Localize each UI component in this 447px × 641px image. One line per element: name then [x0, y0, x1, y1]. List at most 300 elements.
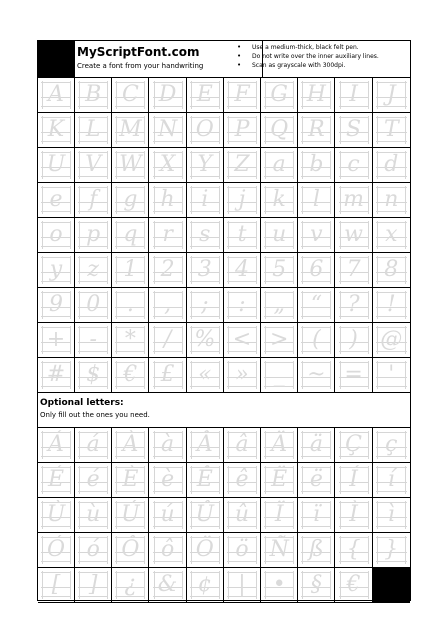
- glyph-cell: [150, 218, 187, 252]
- optional-subtitle: Only fill out the ones you need.: [40, 411, 150, 419]
- glyph-cell: [112, 428, 149, 462]
- glyph-cell: [187, 533, 224, 567]
- glyph-template: x: [385, 222, 398, 247]
- glyph-template: /: [163, 327, 172, 352]
- glyph-cell: [224, 323, 261, 357]
- optional-row: [38, 498, 410, 533]
- glyph-template: 6: [309, 257, 324, 282]
- optional-row: [38, 463, 410, 498]
- glyph-cell: [38, 358, 75, 392]
- glyph-cell: [38, 463, 75, 497]
- glyph-template: ~: [307, 362, 326, 387]
- glyph-template: A: [48, 82, 64, 107]
- glyph-template: }: [384, 537, 399, 562]
- glyph-template: Ú: [121, 502, 140, 527]
- glyph-template: ú: [160, 502, 175, 527]
- glyph-cell: [298, 183, 335, 217]
- glyph-template: m: [343, 187, 365, 212]
- main-row: [38, 218, 410, 253]
- glyph-template: O: [195, 117, 214, 142]
- glyph-template: R: [308, 117, 325, 142]
- glyph-cell: [336, 218, 373, 252]
- glyph-cell: [261, 568, 298, 602]
- glyph-cell: [112, 113, 149, 147]
- main-row: [38, 288, 410, 323]
- glyph-template: s: [199, 222, 211, 247]
- main-row: [38, 323, 410, 358]
- glyph-cell: [112, 323, 149, 357]
- glyph-template: p: [86, 222, 101, 247]
- glyph-template: u: [272, 222, 287, 247]
- glyph-cell: [75, 218, 112, 252]
- glyph-template: í: [387, 467, 395, 492]
- glyph-template: Y: [197, 152, 213, 177]
- glyph-template: Â: [196, 432, 213, 457]
- glyph-template: ù: [86, 502, 101, 527]
- glyph-cell: [112, 568, 149, 602]
- glyph-template: v: [310, 222, 323, 247]
- glyph-cell: [75, 358, 112, 392]
- glyph-template: ì: [387, 502, 395, 527]
- glyph-template: “: [310, 292, 323, 317]
- glyph-cell: [112, 533, 149, 567]
- glyph-cell: [75, 428, 112, 462]
- glyph-template: 8: [384, 257, 399, 282]
- main-row: [38, 113, 410, 148]
- glyph-template: &: [157, 572, 178, 597]
- glyph-cell: [336, 148, 373, 182]
- glyph-template: X: [159, 152, 176, 177]
- glyph-template: ß: [309, 537, 324, 562]
- main-character-grid: [38, 78, 410, 393]
- glyph-cell: [150, 113, 187, 147]
- glyph-template: ]: [88, 572, 98, 597]
- glyph-template: â: [235, 432, 249, 457]
- glyph-cell: [112, 148, 149, 182]
- glyph-template: §: [310, 572, 322, 597]
- glyph-template: L: [85, 117, 101, 142]
- glyph-template: {: [346, 537, 361, 562]
- glyph-cell: [336, 288, 373, 322]
- glyph-cell: [373, 463, 410, 497]
- glyph-template: 3: [197, 257, 212, 282]
- glyph-cell: [187, 323, 224, 357]
- glyph-template: à: [161, 432, 175, 457]
- optional-title: Optional letters:: [40, 398, 124, 408]
- glyph-cell: [261, 148, 298, 182]
- glyph-template: >: [269, 327, 289, 352]
- main-row: [38, 183, 410, 218]
- glyph-cell: [261, 358, 298, 392]
- glyph-template: ¿: [124, 572, 137, 597]
- glyph-template: j: [238, 187, 246, 212]
- glyph-cell: [261, 218, 298, 252]
- glyph-template: Ù: [46, 502, 66, 527]
- glyph-template: D: [158, 82, 177, 107]
- glyph-cell: [261, 428, 298, 462]
- glyph-cell: [336, 428, 373, 462]
- glyph-template: Q: [270, 117, 289, 142]
- glyph-template: È: [122, 467, 139, 492]
- glyph-cell: [75, 253, 112, 287]
- instruction-item: • Use a medium-thick, black felt pen.: [234, 43, 410, 52]
- glyph-template: w: [344, 222, 364, 247]
- glyph-cell: [150, 78, 187, 112]
- glyph-cell: [150, 358, 187, 392]
- glyph-cell: [336, 183, 373, 217]
- glyph-template: 4: [235, 257, 249, 282]
- glyph-template: €: [346, 572, 361, 597]
- glyph-template: ç: [385, 432, 398, 457]
- glyph-cell: [187, 148, 224, 182]
- glyph-cell: [150, 183, 187, 217]
- glyph-template: #: [46, 362, 66, 387]
- glyph-cell: [150, 498, 187, 532]
- glyph-cell: [75, 533, 112, 567]
- glyph-cell: [261, 78, 298, 112]
- glyph-cell: [373, 183, 410, 217]
- glyph-cell: [187, 428, 224, 462]
- glyph-template: Ô: [121, 537, 140, 562]
- glyph-cell: [112, 463, 149, 497]
- glyph-cell: [336, 533, 373, 567]
- header-corner-marker: [38, 41, 75, 77]
- glyph-cell: [38, 533, 75, 567]
- glyph-template: I: [349, 82, 358, 107]
- glyph-template: ): [349, 327, 358, 352]
- glyph-cell: [336, 463, 373, 497]
- glyph-template: [: [51, 572, 61, 597]
- glyph-template: B: [85, 82, 102, 107]
- optional-section-header: [38, 391, 410, 428]
- glyph-template: Ë: [271, 467, 288, 492]
- glyph-template: ä: [309, 432, 323, 457]
- glyph-cell: [150, 568, 187, 602]
- glyph-cell: [298, 323, 335, 357]
- optional-row: [38, 568, 410, 603]
- glyph-cell: [75, 568, 112, 602]
- glyph-template: |: [238, 572, 246, 597]
- glyph-cell: [373, 253, 410, 287]
- glyph-cell: [224, 148, 261, 182]
- brand-title: MyScriptFont.com: [77, 45, 200, 59]
- glyph-cell: [187, 253, 224, 287]
- glyph-cell: [150, 253, 187, 287]
- glyph-template: q: [123, 222, 138, 247]
- main-row: [38, 148, 410, 183]
- glyph-template: ó: [86, 537, 100, 562]
- glyph-template: $: [86, 362, 101, 387]
- glyph-cell: [298, 358, 335, 392]
- glyph-cell: [224, 288, 261, 322]
- glyph-template: •: [272, 572, 286, 597]
- glyph-template: ï: [312, 502, 320, 527]
- glyph-cell: [298, 113, 335, 147]
- glyph-cell: [373, 358, 410, 392]
- glyph-cell: [336, 358, 373, 392]
- glyph-cell: [112, 78, 149, 112]
- glyph-cell: [75, 78, 112, 112]
- glyph-cell: [373, 148, 410, 182]
- glyph-cell: [261, 533, 298, 567]
- glyph-template: Ê: [196, 467, 213, 492]
- glyph-template: Á: [48, 432, 64, 457]
- glyph-template: r: [162, 222, 173, 247]
- glyph-cell: [261, 463, 298, 497]
- glyph-cell: [38, 323, 75, 357]
- glyph-cell: [298, 148, 335, 182]
- glyph-template: Ó: [46, 537, 66, 562]
- glyph-template: ,: [164, 292, 172, 317]
- glyph-template: -: [89, 327, 97, 352]
- glyph-cell: [261, 288, 298, 322]
- glyph-template: û: [234, 502, 250, 527]
- glyph-template: Ç: [345, 432, 363, 457]
- glyph-cell: [373, 498, 410, 532]
- glyph-template: ': [388, 362, 395, 387]
- glyph-template: b: [309, 152, 324, 177]
- glyph-cell: [336, 253, 373, 287]
- glyph-cell: [112, 218, 149, 252]
- glyph-template: »: [235, 362, 249, 387]
- glyph-template: y: [49, 257, 63, 282]
- glyph-template: l: [312, 187, 320, 212]
- glyph-template: ?: [347, 292, 360, 317]
- glyph-cell: [112, 288, 149, 322]
- glyph-template: £: [160, 362, 175, 387]
- glyph-template: V: [85, 152, 102, 177]
- instructions-list: [234, 43, 410, 70]
- glyph-cell: [336, 78, 373, 112]
- glyph-template: t: [237, 222, 247, 247]
- main-row: [38, 78, 410, 113]
- glyph-template: Û: [195, 502, 215, 527]
- template-sheet: [37, 40, 411, 601]
- glyph-template: 2: [160, 257, 175, 282]
- glyph-cell: [261, 183, 298, 217]
- glyph-cell: [373, 218, 410, 252]
- glyph-cell: [75, 113, 112, 147]
- glyph-cell: [187, 78, 224, 112]
- optional-row: [38, 428, 410, 463]
- corner-marker: [373, 568, 410, 602]
- glyph-template: ö: [235, 537, 249, 562]
- glyph-template: M: [119, 117, 142, 142]
- glyph-template: o: [49, 222, 63, 247]
- glyph-template: :: [238, 292, 246, 317]
- glyph-template: «: [198, 362, 212, 387]
- glyph-template: h: [160, 187, 175, 212]
- glyph-template: E: [196, 82, 213, 107]
- glyph-cell: [298, 463, 335, 497]
- glyph-template: 1: [123, 257, 138, 282]
- glyph-cell: [298, 533, 335, 567]
- glyph-template: T: [383, 117, 399, 142]
- glyph-template: Ï: [274, 502, 284, 527]
- main-row: [38, 358, 410, 393]
- glyph-cell: [75, 498, 112, 532]
- glyph-template: ;: [201, 292, 209, 317]
- glyph-cell: [150, 533, 187, 567]
- glyph-template: 9: [49, 292, 63, 317]
- glyph-template: .: [126, 292, 134, 317]
- glyph-cell: [298, 428, 335, 462]
- glyph-cell: [224, 218, 261, 252]
- glyph-template: n: [384, 187, 399, 212]
- glyph-template: F: [234, 82, 250, 107]
- glyph-template: É: [47, 467, 65, 492]
- glyph-template: 0: [86, 292, 101, 317]
- glyph-template: H: [306, 82, 326, 107]
- glyph-template: =: [344, 362, 363, 387]
- glyph-cell: [75, 148, 112, 182]
- glyph-template: e: [49, 187, 63, 212]
- glyph-cell: [336, 568, 373, 602]
- glyph-cell: [224, 568, 261, 602]
- glyph-template: @: [380, 327, 403, 352]
- glyph-cell: [150, 148, 187, 182]
- glyph-template: i: [201, 187, 209, 212]
- glyph-template: k: [272, 187, 286, 212]
- glyph-cell: [38, 148, 75, 182]
- glyph-cell: [224, 498, 261, 532]
- glyph-template: P: [234, 117, 250, 142]
- glyph-template: +: [46, 327, 66, 352]
- glyph-template: ë: [309, 467, 323, 492]
- glyph-cell: [38, 428, 75, 462]
- glyph-template: ê: [235, 467, 249, 492]
- glyph-template: „: [273, 292, 285, 317]
- glyph-cell: [38, 498, 75, 532]
- glyph-cell: [187, 568, 224, 602]
- glyph-template: U: [46, 152, 66, 177]
- glyph-cell: [373, 533, 410, 567]
- glyph-template: !: [386, 292, 396, 317]
- glyph-cell: [112, 183, 149, 217]
- glyph-cell: [298, 253, 335, 287]
- glyph-template: Ñ: [269, 537, 289, 562]
- glyph-cell: [38, 78, 75, 112]
- glyph-cell: [298, 288, 335, 322]
- glyph-cell: [224, 463, 261, 497]
- glyph-cell: [150, 463, 187, 497]
- glyph-cell: [38, 253, 75, 287]
- glyph-cell: [261, 323, 298, 357]
- optional-row: [38, 533, 410, 568]
- glyph-template: á: [86, 432, 100, 457]
- glyph-template: N: [157, 117, 178, 142]
- glyph-template: ¢: [197, 572, 212, 597]
- glyph-template: G: [270, 82, 288, 107]
- glyph-cell: [75, 288, 112, 322]
- glyph-template: %: [194, 327, 216, 352]
- glyph-cell: [224, 428, 261, 462]
- glyph-cell: [187, 183, 224, 217]
- brand-subtitle: Create a font from your handwriting: [77, 62, 204, 70]
- glyph-template: <: [232, 327, 252, 352]
- glyph-cell: [112, 253, 149, 287]
- glyph-template: (: [312, 327, 321, 352]
- glyph-template: ô: [160, 537, 175, 562]
- glyph-cell: [261, 113, 298, 147]
- glyph-template: Z: [234, 152, 250, 177]
- glyph-cell: [373, 428, 410, 462]
- glyph-cell: [224, 183, 261, 217]
- main-row: [38, 253, 410, 288]
- glyph-cell: [38, 218, 75, 252]
- glyph-template: f: [89, 187, 98, 212]
- glyph-cell: [261, 253, 298, 287]
- glyph-cell: [112, 498, 149, 532]
- glyph-cell: [112, 358, 149, 392]
- glyph-cell: [38, 568, 75, 602]
- glyph-cell: [224, 78, 261, 112]
- glyph-template: z: [87, 257, 99, 282]
- glyph-cell: [75, 323, 112, 357]
- glyph-cell: [224, 533, 261, 567]
- glyph-template: K: [47, 117, 65, 142]
- glyph-cell: [75, 463, 112, 497]
- glyph-cell: [150, 428, 187, 462]
- glyph-cell: [38, 113, 75, 147]
- glyph-cell: [298, 78, 335, 112]
- glyph-cell: [224, 253, 261, 287]
- glyph-cell: [373, 288, 410, 322]
- glyph-cell: [261, 498, 298, 532]
- glyph-cell: [224, 113, 261, 147]
- glyph-template: S: [346, 117, 362, 142]
- glyph-template: Ì: [349, 502, 358, 527]
- glyph-template: _: [273, 362, 285, 387]
- glyph-template: d: [384, 152, 399, 177]
- glyph-template: Í: [349, 467, 358, 492]
- glyph-template: 5: [272, 257, 287, 282]
- glyph-cell: [38, 288, 75, 322]
- glyph-template: g: [123, 187, 138, 212]
- glyph-cell: [75, 183, 112, 217]
- glyph-template: è: [161, 467, 175, 492]
- glyph-template: 7: [346, 257, 361, 282]
- instruction-item: • Scan as grayscale with 300dpi.: [234, 61, 410, 70]
- glyph-cell: [150, 288, 187, 322]
- glyph-template: Ö: [195, 537, 214, 562]
- glyph-template: *: [124, 327, 136, 352]
- glyph-template: À: [122, 432, 139, 457]
- glyph-cell: [298, 498, 335, 532]
- glyph-template: €: [123, 362, 138, 387]
- glyph-cell: [38, 183, 75, 217]
- glyph-template: C: [121, 82, 139, 107]
- glyph-template: é: [86, 467, 100, 492]
- glyph-cell: [150, 323, 187, 357]
- glyph-cell: [187, 288, 224, 322]
- glyph-template: a: [272, 152, 286, 177]
- glyph-cell: [187, 498, 224, 532]
- glyph-cell: [336, 498, 373, 532]
- glyph-cell: [187, 113, 224, 147]
- glyph-cell: [336, 323, 373, 357]
- glyph-cell: [187, 358, 224, 392]
- glyph-cell: [373, 323, 410, 357]
- glyph-cell: [336, 113, 373, 147]
- glyph-cell: [298, 568, 335, 602]
- header: [38, 41, 410, 78]
- glyph-template: W: [119, 152, 142, 177]
- glyph-cell: [373, 78, 410, 112]
- glyph-cell: [187, 218, 224, 252]
- glyph-template: Ä: [271, 432, 288, 457]
- glyph-cell: [187, 463, 224, 497]
